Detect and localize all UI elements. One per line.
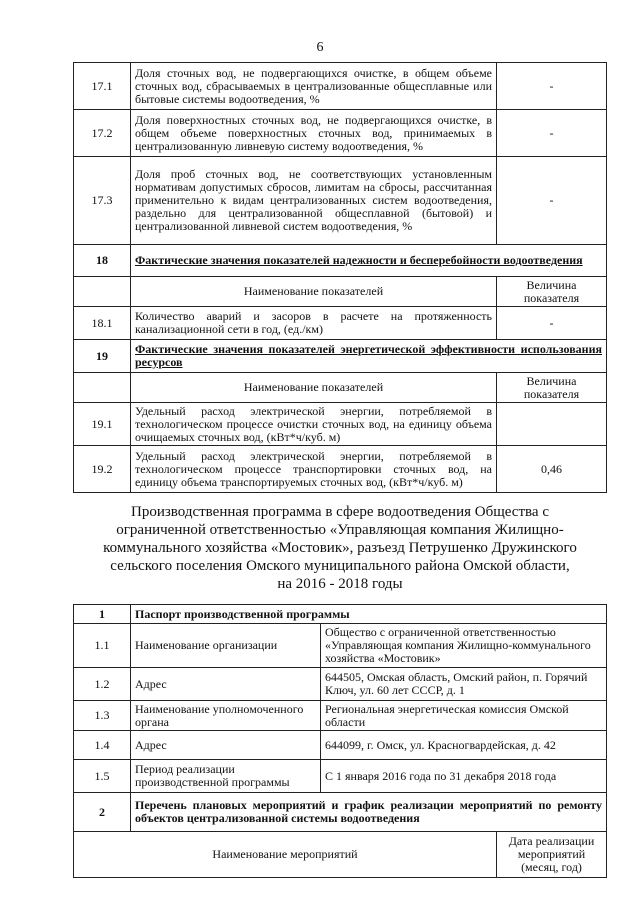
- table-row: [74, 63, 607, 110]
- indicator-value: 0,46: [497, 446, 607, 493]
- section-number: 18: [74, 245, 131, 277]
- field-value: 644099, г. Омск, ул. Красногвардейская, д. 42: [321, 731, 607, 760]
- row-number: 17.2: [74, 110, 131, 157]
- field-value: Общество с ограниченной ответственностью «Управляющая компания Жилищно-коммунального хозяйства «Мостовик»: [321, 624, 607, 668]
- field-label: Наименование организации: [131, 624, 321, 668]
- indicator-description: Доля сточных вод, не подвергающихся очистке, в общем объеме сточных вод, сбрасываемых в централизованные общесплавные или бытовые системы водоотведения, %: [131, 63, 497, 110]
- column-header-value: Величина показателя: [497, 277, 607, 307]
- column-header-name: Наименование показателей: [131, 277, 497, 307]
- indicator-description: Удельный расход электрической энергии, потребляемой в технологическом процессе транспортировки сточных вод, на единицу объема транспортируемых сточных вод, (кВт*ч/куб. м): [131, 446, 497, 493]
- program-title-line: на 2016 - 2018 годы: [277, 576, 403, 592]
- field-value: Региональная энергетическая комиссия Омской области: [321, 701, 607, 731]
- row-number: 1.3: [74, 701, 131, 731]
- section-number: 2: [74, 793, 131, 832]
- indicator-description: Доля проб сточных вод, не соответствующих установленным нормативам допустимых сбросов, лимитам на сбросы, рассчитанная применительно к видам централизованных систем водоотведения, раздельно для централизованной общесплавной (бытовой) и централизованной ливневой систем водоотведения, %: [131, 157, 497, 245]
- section-title: Паспорт производственной программы: [131, 605, 607, 624]
- row-number: 1.5: [74, 760, 131, 793]
- field-label: Адрес: [131, 731, 321, 760]
- indicator-description: Доля поверхностных сточных вод, не подвергающихся очистке, в общем объеме поверхностных сточных вод, принимаемых в централизованную ливневую систему водоотведения, %: [131, 110, 497, 157]
- program-title-line: сельского поселения Омского муниципального района Омской области,: [110, 558, 570, 574]
- section-number: 19: [74, 340, 131, 373]
- field-label: Наименование уполномоченного органа: [131, 701, 321, 731]
- section-title: Фактические значения показателей энергетической эффективности использования ресурсов: [131, 340, 607, 373]
- page-number: 6: [316, 40, 324, 55]
- field-label: Адрес: [131, 668, 321, 701]
- indicator-description: Удельный расход электрической энергии, потребляемой в технологическом процессе очистки сточных вод, на единицу объема очищаемых сточных вод, (кВт*ч/куб. м): [131, 403, 497, 446]
- column-header-date: Дата реализации мероприятий (месяц, год): [497, 832, 607, 878]
- indicator-value: -: [497, 307, 607, 340]
- column-header-name: Наименование показателей: [131, 373, 497, 403]
- column-header-name: Наименование мероприятий: [74, 832, 497, 878]
- table-row: [74, 668, 607, 701]
- column-header-value: Величина показателя: [497, 373, 607, 403]
- field-label: Период реализации производственной программы: [131, 760, 321, 793]
- field-value: С 1 января 2016 года по 31 декабря 2018 года: [321, 760, 607, 793]
- section-number: 1: [74, 605, 131, 624]
- section-header-row: [74, 793, 607, 832]
- table-row: [74, 110, 607, 157]
- table-row: [74, 403, 607, 446]
- section-header-row: [74, 245, 607, 277]
- empty-cell: [74, 373, 131, 403]
- indicator-value: -: [497, 110, 607, 157]
- indicators-table: [73, 62, 607, 493]
- program-title-line: ограниченной ответственностью «Управляющая компания Жилищно-: [116, 522, 564, 538]
- table-row: [74, 624, 607, 668]
- column-header-row: [74, 832, 607, 878]
- column-header-row: [74, 277, 607, 307]
- indicator-description: Количество аварий и засоров в расчете на протяженность канализационной сети в год, (ед./км): [131, 307, 497, 340]
- row-number: 1.1: [74, 624, 131, 668]
- table-row: [74, 307, 607, 340]
- table-row: [74, 731, 607, 760]
- row-number: 19.1: [74, 403, 131, 446]
- empty-cell: [74, 277, 131, 307]
- row-number: 1.4: [74, 731, 131, 760]
- section-title: Перечень плановых мероприятий и график реализации мероприятий по ремонту объектов централизованной системы водоотведения: [131, 793, 607, 832]
- indicator-value: -: [497, 157, 607, 245]
- row-number: 17.3: [74, 157, 131, 245]
- indicator-value: -: [497, 63, 607, 110]
- program-title-line: коммунального хозяйства «Мостовик», разъезд Петрушенко Дружинского: [103, 540, 577, 556]
- row-number: 19.2: [74, 446, 131, 493]
- column-header-row: [74, 373, 607, 403]
- indicator-value: [497, 403, 607, 446]
- table-row: [74, 446, 607, 493]
- section-header-row: [74, 340, 607, 373]
- table-row: [74, 701, 607, 731]
- section-header-row: [74, 605, 607, 624]
- row-number: 18.1: [74, 307, 131, 340]
- table-row: [74, 157, 607, 245]
- program-passport-table: [73, 604, 607, 878]
- row-number: 17.1: [74, 63, 131, 110]
- table-row: [74, 760, 607, 793]
- field-value: 644505, Омская область, Омский район, п. Горячий Ключ, ул. 60 лет СССР, д. 1: [321, 668, 607, 701]
- row-number: 1.2: [74, 668, 131, 701]
- program-title-line: Производственная программа в сфере водоотведения Общества с: [131, 504, 549, 520]
- section-title: Фактические значения показателей надежности и бесперебойности водоотведения: [131, 245, 607, 277]
- program-title: [80, 503, 600, 593]
